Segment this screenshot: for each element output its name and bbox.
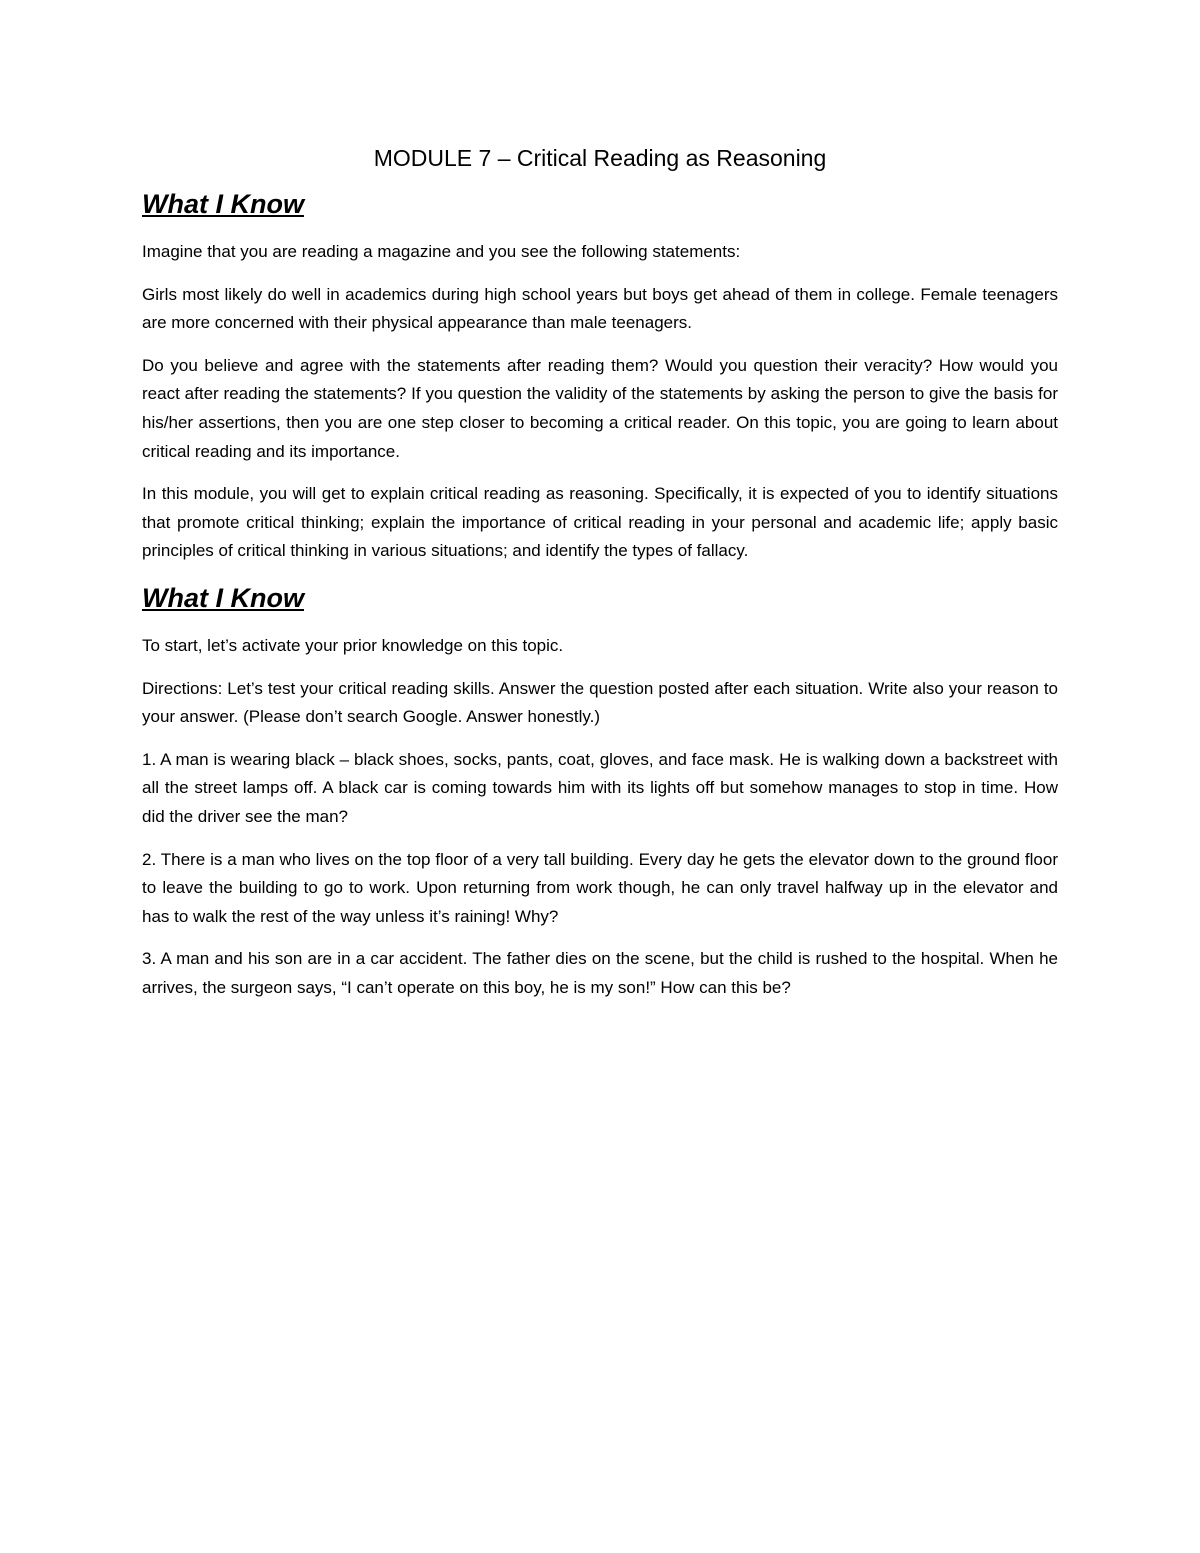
question-2: 2. There is a man who lives on the top floor of a very tall building. Every day he gets the elevator down to the ground floor to leave the building to go to work. Upon returning from work though, he can only travel halfway up in the elevator and has to walk the rest of the way unless it’s raining! Why? (142, 849, 1058, 926)
question-3: 3. A man and his son are in a car accident. The father dies on the scene, but the child is rushed to the hospital. When he arrives, the surgeon says, “I can’t operate on this boy, he is my son!” How can this be? (142, 949, 1058, 997)
paragraph-directions: Directions: Let’s test your critical reading skills. Answer the question posted after each situation. Write also your reason to your answer. (Please don’t search Google. Answer honestly.) (142, 678, 1058, 727)
paragraph-questions: Do you believe and agree with the statements after reading them? Would you question their veracity? How would you react after reading the statements? If you question the validity of the statements by asking the person to give the basis for his/her assertions, then you are one step closer to becoming a critical reader. On this topic, you are going to learn about critical reading and its importance. (142, 355, 1058, 461)
question-1: 1. A man is wearing black – black shoes, socks, pants, coat, gloves, and face mask. He is walking down a backstreet with all the street lamps off. A black car is coming towards him with its lights off but somehow manages to stop in time. How did the driver see the man? (142, 749, 1058, 826)
paragraph-statements: Girls most likely do well in academics during high school years but boys get ahead of them in college. Female teenagers are more concerned with their physical appearance than male teenagers. (142, 284, 1058, 333)
paragraph-module-objectives: In this module, you will get to explain critical reading as reasoning. Specifically, it is expected of you to identify situations that promote critical thinking; explain the importance of critical reading in your personal and academic life; apply basic principles of critical thinking in various situations; and identify the types of fallacy. (142, 484, 1058, 561)
paragraph-intro: Imagine that you are reading a magazine and you see the following statements: (142, 242, 741, 261)
document-body (142, 142, 1058, 1016)
section-heading-what-i-know-2: What I Know (142, 582, 304, 613)
document-title: MODULE 7 – Critical Reading as Reasoning (373, 145, 827, 171)
paragraph-prior-knowledge: To start, let’s activate your prior knowledge on this topic. (142, 635, 564, 655)
section-heading-what-i-know-1: What I Know (142, 189, 304, 219)
